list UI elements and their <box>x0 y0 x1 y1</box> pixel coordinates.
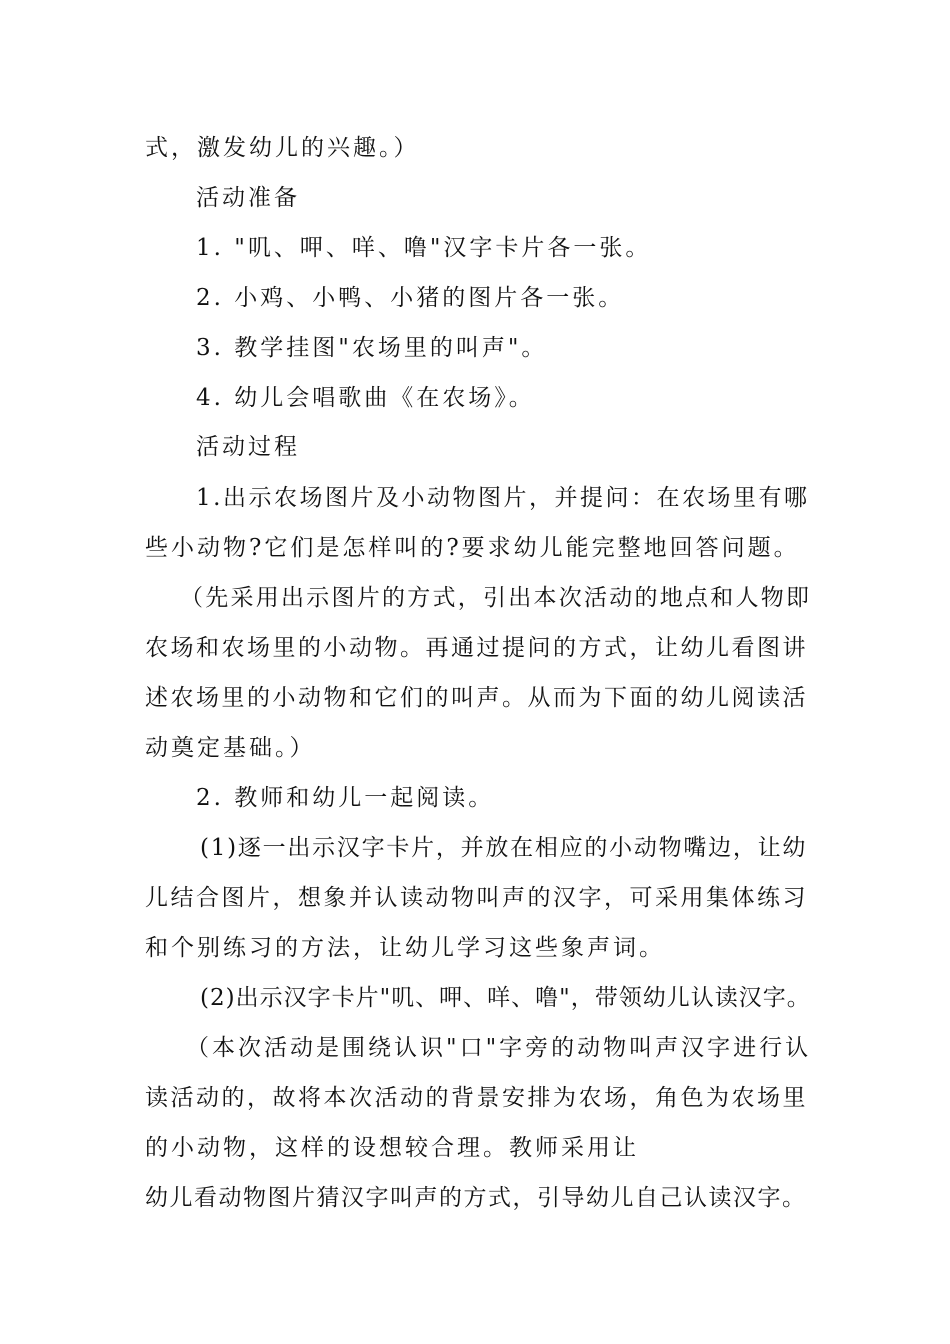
text-line-1: 式，激发幼儿的兴趣。） <box>145 135 420 161</box>
text-line-20: 读活动的，故将本次活动的背景安排为农场，角色为农场里 <box>145 1085 808 1111</box>
text-line-18: (2)出示汉字卡片"叽、呷、咩、噜"，带领幼儿认读汉字。 <box>200 985 811 1011</box>
section-heading-process: 活动过程 <box>196 434 300 460</box>
text-line-17: 和个别练习的方法，让幼儿学习这些象声词。 <box>145 935 665 961</box>
text-line-8: 1.出示农场图片及小动物图片，并提问：在农场里有哪 <box>196 485 810 511</box>
text-line-13: 动奠定基础。） <box>145 735 316 761</box>
text-line-15: (1)逐一出示汉字卡片，并放在相应的小动物嘴边，让幼 <box>200 835 808 861</box>
text-line-16: 儿结合图片，想象并认读动物叫声的汉字，可采用集体练习 <box>145 885 808 911</box>
text-line-12: 述农场里的小动物和它们的叫声。从而为下面的幼儿阅读活 <box>145 685 808 711</box>
list-item-4: 4. 幼儿会唱歌曲《在农场》。 <box>196 385 535 411</box>
text-line-19: （本次活动是围绕认识"口"字旁的动物叫声汉字进行认 <box>186 1035 812 1061</box>
text-line-14: 2. 教师和幼儿一起阅读。 <box>196 785 495 811</box>
section-heading-preparation: 活动准备 <box>196 185 300 211</box>
text-line-9: 些小动物?它们是怎样叫的?要求幼儿能完整地回答问题。 <box>145 535 800 561</box>
text-line-11: 农场和农场里的小动物。再通过提问的方式，让幼儿看图讲 <box>145 635 808 661</box>
text-line-21: 的小动物，这样的设想较合理。教师采用让 <box>145 1135 639 1161</box>
text-line-10: （先采用出示图片的方式，引出本次活动的地点和人物即 <box>180 585 812 611</box>
list-item-1: 1. "叽、呷、咩、噜"汉字卡片各一张。 <box>196 235 652 261</box>
list-item-3: 3. 教学挂图"农场里的叫声"。 <box>196 335 548 361</box>
text-line-22: 幼儿看动物图片猜汉字叫声的方式，引导幼儿自己认读汉字。 <box>145 1185 807 1211</box>
list-item-2: 2. 小鸡、小鸭、小猪的图片各一张。 <box>196 285 625 311</box>
